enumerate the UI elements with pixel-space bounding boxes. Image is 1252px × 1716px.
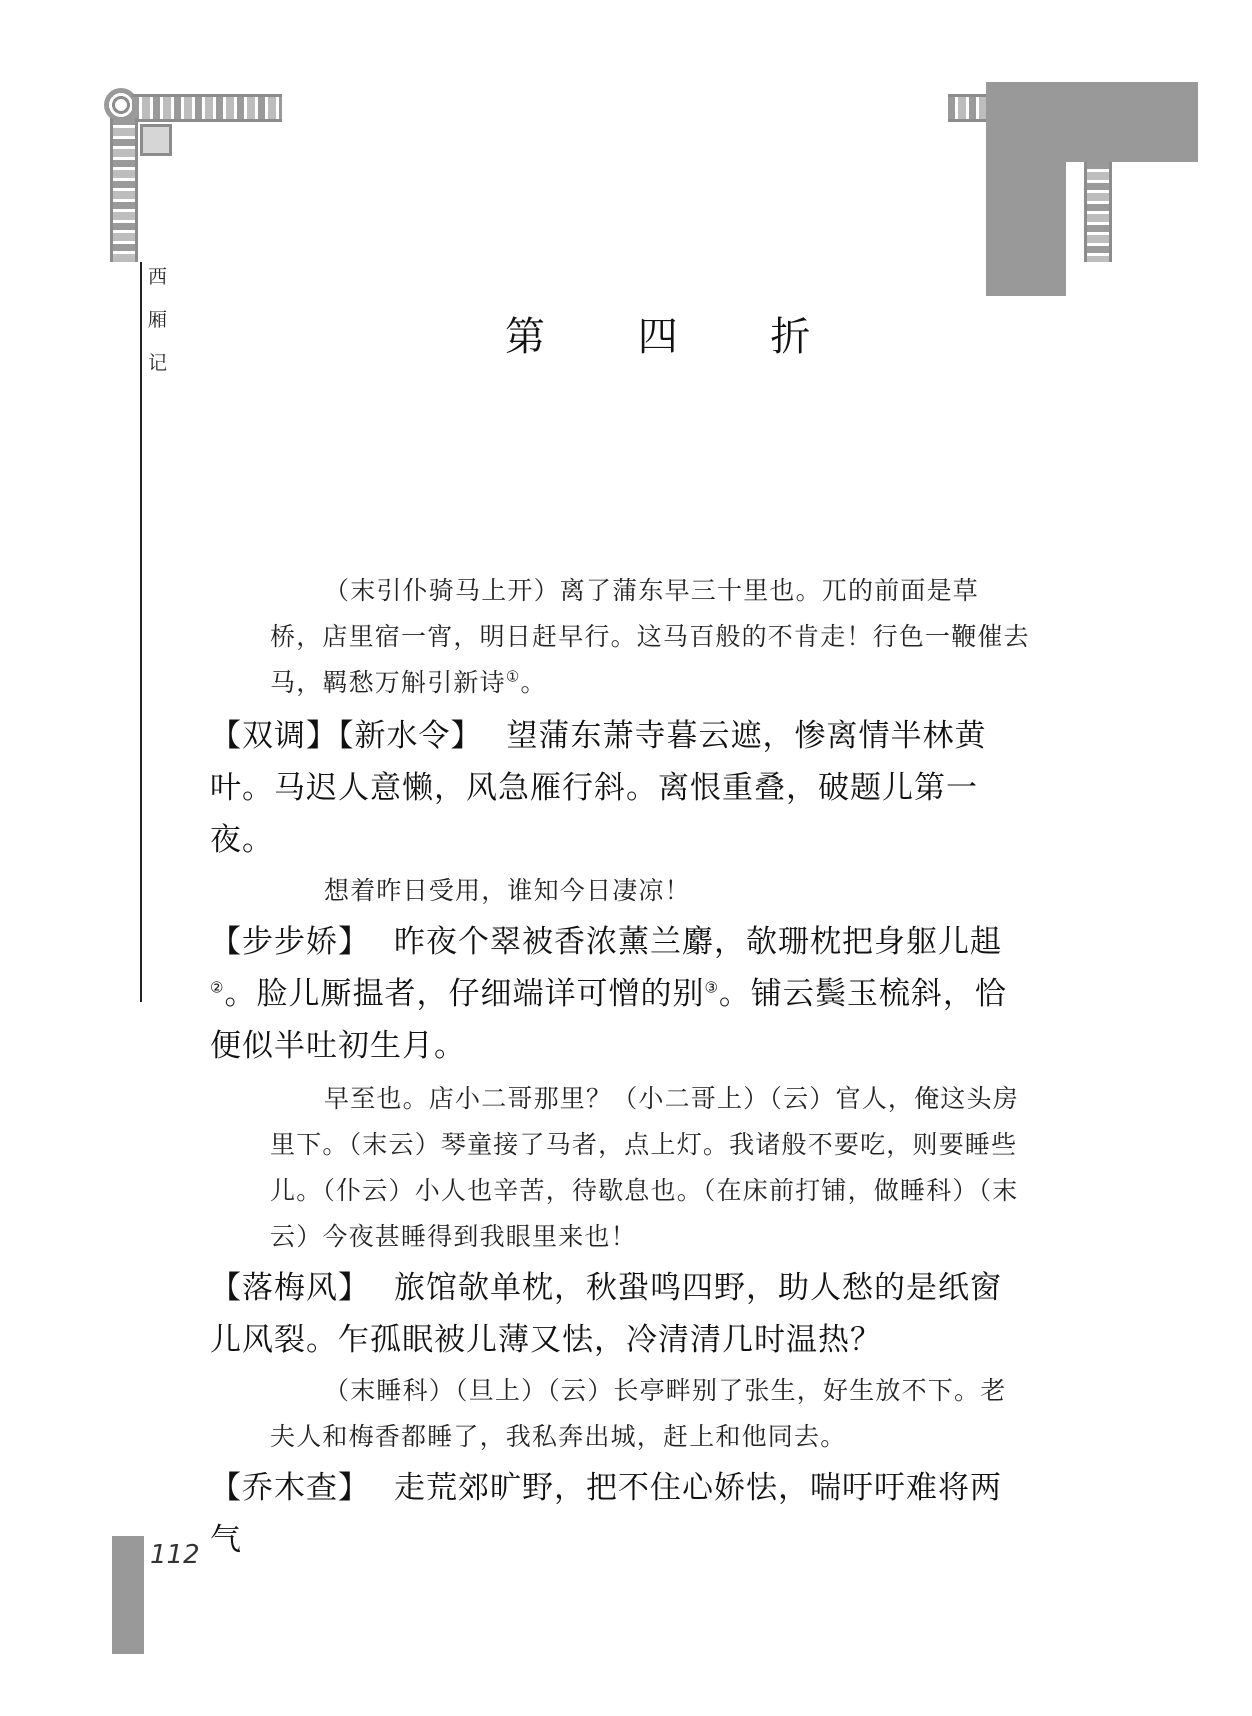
prose-text: 想着昨日受用，谁知今日凄凉！: [324, 876, 691, 905]
stage-direction-paragraph: [270, 868, 1030, 914]
lyric-text: 。脸儿厮揾者，仔细端详可憎的别: [224, 976, 705, 1012]
corner-inner-square-ornament: [140, 124, 172, 156]
lyric-text: 走荒郊旷野，把不住心娇怯，喘吁吁难将两气: [210, 1470, 1002, 1558]
top-left-border-ornament: [132, 94, 282, 122]
left-border-ornament: [110, 118, 138, 262]
running-title-char: 西: [148, 266, 168, 288]
lyric-paragraph: [210, 1262, 1030, 1366]
chapter-title: 第 四 折: [505, 314, 851, 360]
lyric-text: 。铺云鬓玉梳斜，恰便似半吐初生月。: [210, 976, 1007, 1064]
prose-text: 。: [520, 668, 547, 697]
prose-text: 早至也。店小二哥那里？（小二哥上）（云）官人，俺这头房里下。（末云）琴童接了马者，点上灯。我诸般不要吃，则要睡些儿。（仆云）小人也辛苦，待歇息也。（在床前打铺，做睡科）（末云）今夜甚睡得到我眼里来也！: [270, 1084, 1019, 1251]
running-title-char: 厢: [148, 309, 168, 331]
prose-text: （末引仆骑马上开）离了蒲东早三十里也。兀的前面是草桥，店里宿一宵，明日赶早行。这马百般的不肯走！行色一鞭催去马，羁愁万斛引新诗: [270, 576, 1030, 697]
prose-text: （末睡科）（旦上）（云）长亭畔别了张生，好生放不下。老夫人和梅香都睡了，我私奔出城，赶上和他同去。: [270, 1376, 1007, 1451]
stage-direction-paragraph: [270, 1368, 1030, 1460]
left-margin-rule: [140, 262, 142, 1002]
lyric-text: 昨夜个翠被香浓薰兰麝，欹珊枕把身躯儿趄: [394, 924, 1002, 960]
tune-name: 【步步娇】: [210, 924, 370, 960]
stage-direction-paragraph: [270, 568, 1030, 706]
lyric-text: 旅馆欹单枕，秋蛩鸣四野，助人愁的是纸窗儿风裂。乍孤眠被儿薄又怯，冷清清几时温热？: [210, 1270, 1002, 1358]
right-border-ornament: [1084, 162, 1112, 262]
footnote-marker: ③: [704, 978, 719, 997]
tune-name: 【落梅风】: [210, 1270, 370, 1306]
page-number: 112: [150, 1540, 200, 1570]
tune-name: 【乔木查】: [210, 1470, 370, 1506]
footnote-marker: ①: [505, 667, 521, 686]
lyric-text: 望蒲东萧寺暮云遮，惨离情半林黄叶。马迟人意懒，风急雁行斜。离恨重叠，破题儿第一夜。: [210, 718, 987, 858]
running-title: [148, 268, 167, 397]
play-text: [210, 568, 1030, 1566]
lyric-paragraph: [210, 1462, 1030, 1566]
stage-direction-paragraph: [270, 1076, 1030, 1260]
running-title-char: 记: [148, 352, 168, 374]
grey-corner-block-vertical: [986, 82, 1066, 296]
tune-name: 【双调】【新水令】: [210, 718, 483, 754]
footnote-marker: ②: [210, 978, 225, 997]
lyric-paragraph: [210, 710, 1030, 866]
page-number-tab: [112, 1536, 144, 1654]
lyric-paragraph: [210, 916, 1030, 1072]
